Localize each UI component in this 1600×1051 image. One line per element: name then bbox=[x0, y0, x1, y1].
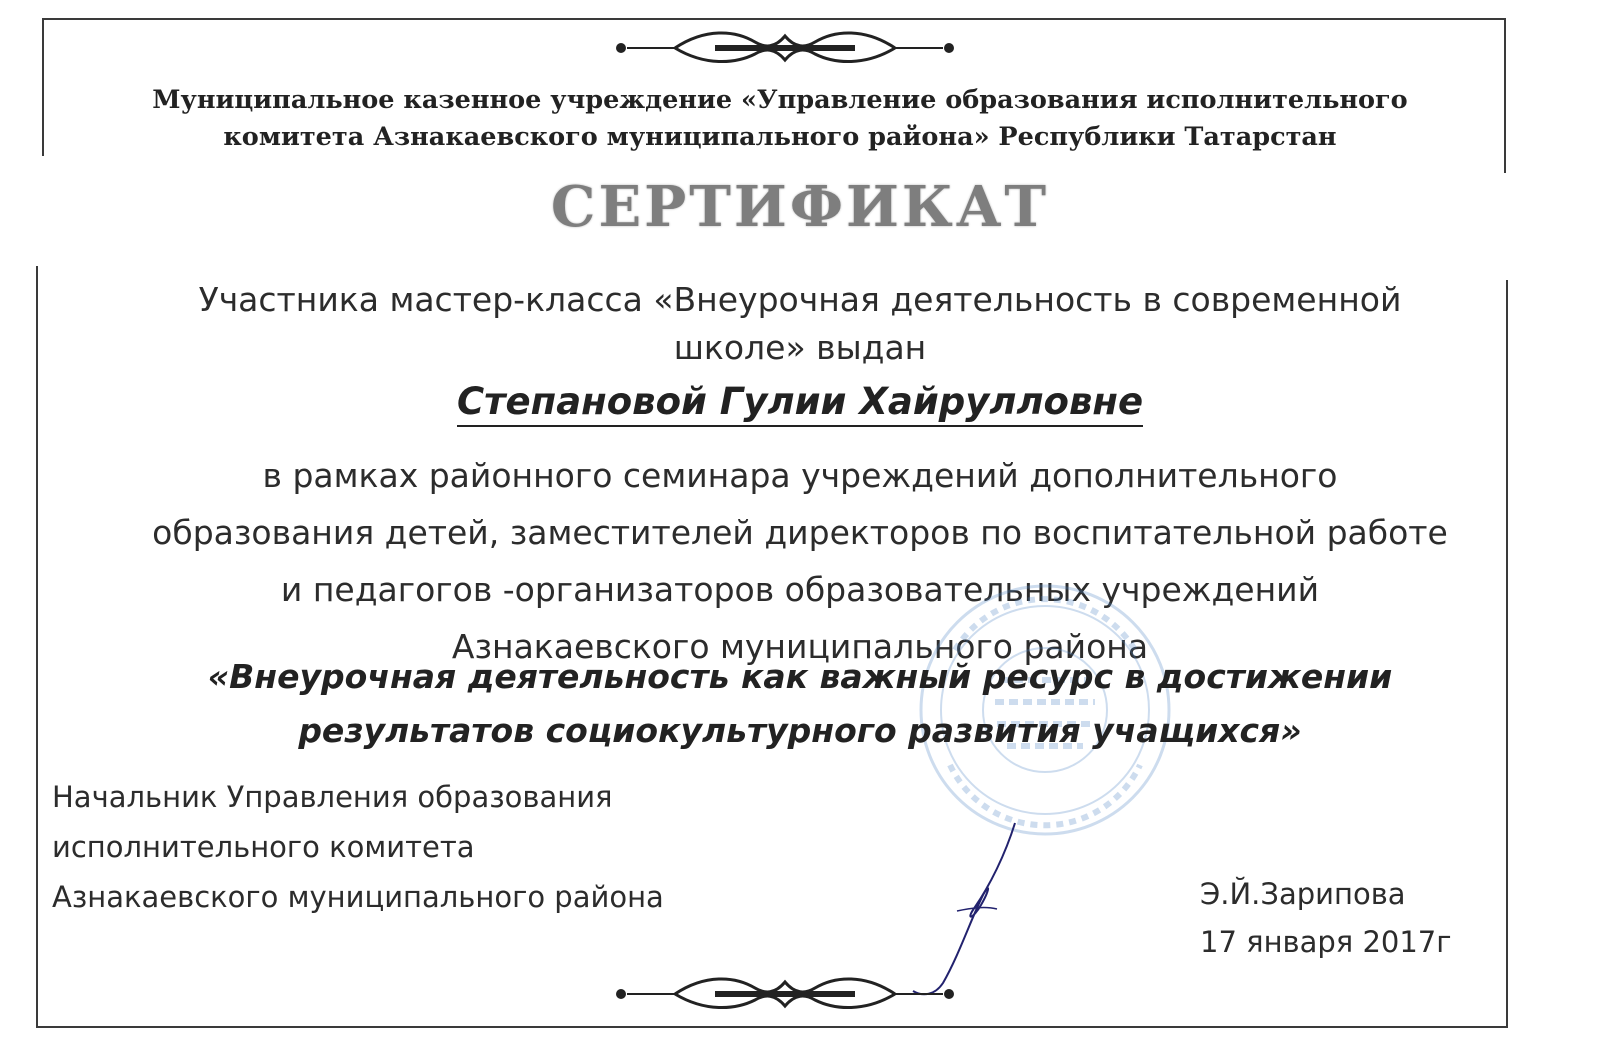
seminar-theme bbox=[40, 650, 1560, 758]
recipient-block bbox=[0, 380, 1600, 423]
frame-left-edge-upper bbox=[42, 18, 44, 156]
description-line-1: в рамках районного семинара учреждений дополнительного bbox=[262, 456, 1338, 495]
frame-bottom-edge bbox=[36, 1026, 1508, 1028]
recipient-name: Степановой Гулии Хайрулловне bbox=[457, 380, 1143, 427]
seminar-description bbox=[40, 447, 1560, 675]
organization-line-2: комитета Азнакаевского муниципального района» Республики Татарстан bbox=[223, 122, 1337, 152]
issue-date: 17 января 2017г bbox=[1200, 925, 1452, 959]
intro-line-1: Участника мастер-класса «Внеурочная деятельность в современной bbox=[198, 280, 1402, 319]
signature-block bbox=[1200, 870, 1452, 966]
theme-line-2: результатов социокультурного развития учащихся» bbox=[298, 711, 1302, 750]
signatory-name: Э.Й.Зарипова bbox=[1200, 877, 1406, 911]
signer-title bbox=[52, 772, 664, 922]
description-line-2: образования детей, заместителей директоров по воспитательной работе bbox=[152, 513, 1448, 552]
signer-line-1: Начальник Управления образования bbox=[52, 780, 613, 814]
theme-line-1: «Внеурочная деятельность как важный ресурс в достижении bbox=[207, 657, 1393, 696]
intro-text bbox=[40, 276, 1560, 372]
intro-line-2: школе» выдан bbox=[673, 328, 927, 367]
description-line-4: Азнакаевского муниципального района bbox=[451, 627, 1149, 666]
organization-name bbox=[60, 82, 1500, 156]
certificate-title: СЕРТИФИКАТ bbox=[550, 174, 1050, 240]
frame-right-edge-upper bbox=[1504, 18, 1506, 173]
frame-top-edge bbox=[42, 18, 1506, 20]
signer-line-3: Азнакаевского муниципального района bbox=[52, 880, 664, 914]
signer-line-2: исполнительного комитета bbox=[52, 830, 475, 864]
description-line-3: и педагогов -организаторов образовательных учреждений bbox=[280, 570, 1320, 609]
ornament-flourish-bottom bbox=[615, 968, 955, 1018]
organization-line-1: Муниципальное казенное учреждение «Управление образования исполнительного bbox=[152, 85, 1408, 115]
ornament-flourish-top bbox=[615, 22, 955, 72]
